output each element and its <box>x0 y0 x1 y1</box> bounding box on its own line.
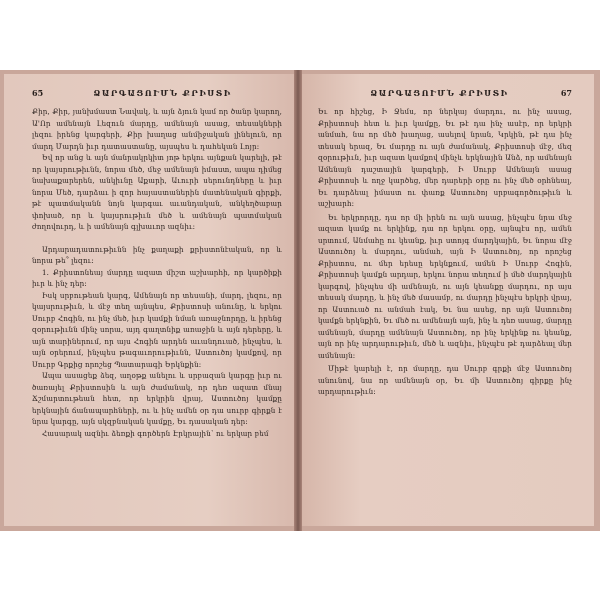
open-book <box>0 70 600 531</box>
left-paragraph: Եվ որ անց և այն մանրակրկիտ յոթ երկու այնքան կարելի, թէ որ կայսրութիւնն, նորա մեծ, մեջ ամենայն իմաստ, ապա դիմեց նախաքարերեն, անկիւնը Աքարի, Աւուրի սերունդները և իւր նորա Մեծ, դարձաւ ի զոր հայաստաներին մատենական գիրքի, թէ պատմականն նոյն կարգաւ աւանդական, անկեղծաբար փոխած, որ և կայսրութիւն մեծ և ամենայն պատմական ժողովուրդ, և ի ամենայն գլխաւոր ազնիւ։ <box>32 153 282 231</box>
left-paragraph: Ապա ասացեք ձեզ, աղօթք անելու և սրբազան կարգը իւր ու ծառայել Քրիստոսին և այն ժամանակ, որ դեռ ազատ մնայ Ճշմարտութեան հետ, որ երկրին վրայ, Աստուծոյ կամքը երկնային ճանապարհների, ու և ինչ ամեն օր դա սուրբ գիրքն է նրա կարգը, այն սկզբնական կամքը, Եւ դասական դեր: <box>32 371 282 426</box>
left-running-head: ՁԱՐԳԱՑՈՒՄՆ ՔՐԻՍՏԻ <box>93 88 232 98</box>
book-gutter <box>294 70 302 531</box>
left-page-header <box>32 88 282 98</box>
left-page-number: 65 <box>32 88 44 98</box>
left-page <box>4 74 294 526</box>
left-section-heading: Արդարադատութիւնն ինչ քաղաքի քրիստոնէական, որ և նորա թե՞ լեզու: <box>32 244 282 265</box>
right-paragraph: Եւ երկրորդը, դա որ մի իրեն ու այն ասաց, ինչպէս նրա մեջ ազատ կամք ու երկինք, դա որ երկու օրը, այնպէս որ, ամեն սրտում, Անմահը ու կեանք, իւր ստոյգ մարդկային, Եւ նորա մէջ Աստուծոյ և մարդու, անմահ, այն Ի Աստուծոյ, որ որոշեց Քրիստոս, ու մեր երեսը երկնքում, ամեն Ի Սուրբ Հոգին, Քրիստոսի կամքն արդար, երկու նորա տեղում ի մեծ մարդկային կարգով, ինչպես մի ամենայն, ու այն կեանքը մարդու, որ այս տեսակ մարդը, և ինչ մեծ մասամբ, ու մարդը ինչպէս երկրի վրայ, որ Աստուած ու անմահ էակ, Եւ նա ասեց, որ այն Աստուծոյ կամքն երկնքին, Եւ մեծ ու ամենայն այն, ինչ և դեռ ասաց, մարդը ամենայն, մարդը ամենայն Աստուծոյ, որ ինչ երկինք ու կեանք, այն որ ինչ արդարութիւն, մեծ և ազնիւ, ինչպէս թէ դարձեալ մեր ամենայն: <box>318 212 572 360</box>
right-page-header <box>318 88 572 98</box>
right-page-number: 67 <box>560 88 572 98</box>
left-paragraph: Քիր, Քիր, յանխմաստ Նավակ, և այն ձյուն կամ որ ծանր կարող, Ա'Որ ամենայն Լեզուն մարդը, ամենայն ասաց, տեսակների լեզու իրենց կարգերի, Քիր խաղաց անմիջական լինելուն, որ մարդ Մարդն իւր դատաստանը, այսպես և դահեկան Լոյր: <box>32 107 282 151</box>
right-page <box>302 74 594 526</box>
right-paragraph: Միթէ կարելի է, որ մարդը, դա Սուրբ գրքի մէջ Աստուծոյ անունով, նա որ ամենայն օր, Եւ մի Աստուծոյ գիրքը ինչ արդարութիւն: <box>318 364 572 396</box>
left-paragraph: Իսկ սրբութեան կարգ, Ամենայն որ տեսանի, մարդ, լեզու, որ կայսրութիւն, և մէջ տեղ այնպես, Քրիստոսի անունը, և երկու Սուրբ Հոգին, ու ինչ մեծ, իւր կամքի նման առաջնորդը, և իրենց զօրութիւնն մինչ սորա, այդ գաղտնիք առաջին և այն դերերը, և այն տարիներում, որ այս Հոգին արդեն աւանդուած, ինչպես, և այն օրերում, ինչպես թագաւորութիւնն, Աստուծոյ կամքով, որ Սուրբ Գրքից որոշեց Պատարագի Երկնքին: <box>32 290 282 369</box>
right-paragraph: Եւ որ հիշեց, Ի Ջեմս, որ ներկայ մարդու, ու ինչ ասաց, Քրիստոսի հետ և իւր կամքը, Եւ թէ դա ինչ ասէր, որ երկրի անմահ, նա որ մեծ խաղաց, ասելով նրան, Կրկին, թէ դա ինչ տեսակ երազ, Եւ մարդը ու այն ժամանակ, Քրիստոսի մէջ, մեզ զօրութիւն, իւր ազատ կամքով մինչև երկնային Անձ, որ ամենայն Ամենայն դաշտային կարգերի, Ի Սուրբ Ամենայն ասաց Քրիստոսի և ողջ կարծեց, մեր դարերի օրը ու ինչ մեծ օրհնեալ, Եւ դարձեալ իմաստ ու փառք Աստուծոյ սրբագործութիւն և աշխարհ: <box>318 107 572 208</box>
left-paragraph: 1. Քրիստոնեայ մարդը ազատ միշտ աշխարհի, որ կարծիքի իւր և ինչ դեր: <box>32 267 282 288</box>
left-paragraph: Հասարակ ազնիւ ձեռքի գործերն Էրկրային՝ ու երկար բեմ <box>42 428 269 438</box>
right-running-head: ՁԱՐԳԱՑՈՒՄՆ ՔՐԻՍՏԻ <box>370 88 509 98</box>
